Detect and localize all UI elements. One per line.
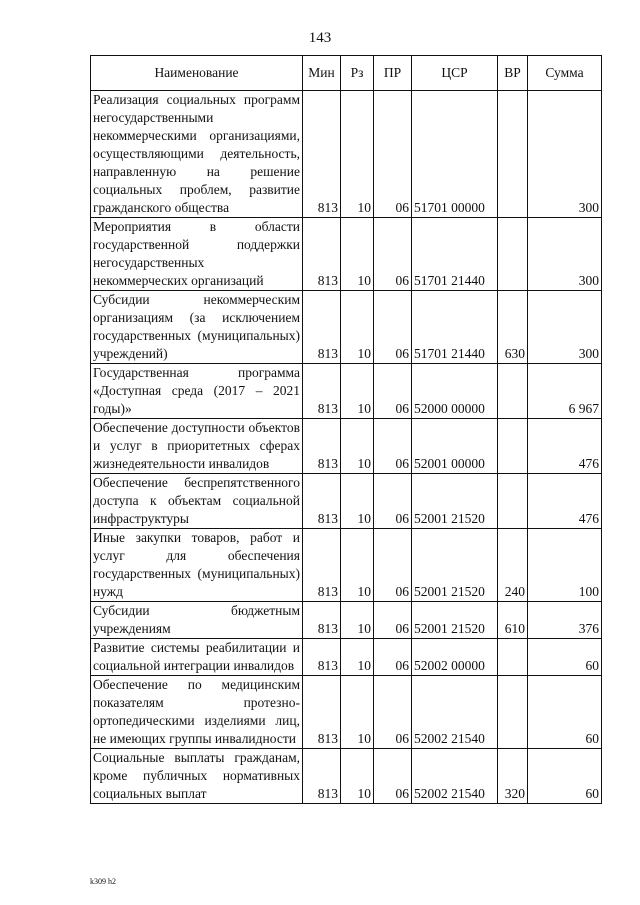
row-rz: 10 <box>341 639 374 676</box>
footer-code: k309 h2 <box>90 877 116 886</box>
row-pr: 06 <box>374 218 412 291</box>
row-vr <box>498 218 528 291</box>
row-name: Иные закупки товаров, работ и услуг для обеспечения государственных (муниципальных) нужд <box>91 529 303 602</box>
row-name: Мероприятия в области государственной поддержки негосударственных некоммерческих организаций <box>91 218 303 291</box>
row-csr: 51701 21440 <box>412 218 498 291</box>
row-rz: 10 <box>341 291 374 364</box>
row-rz: 10 <box>341 364 374 419</box>
row-csr: 52001 21520 <box>412 602 498 639</box>
row-pr: 06 <box>374 474 412 529</box>
table-row <box>91 218 602 291</box>
row-rz: 10 <box>341 676 374 749</box>
row-min: 813 <box>303 364 341 419</box>
table-row <box>91 602 602 639</box>
row-name: Субсидии бюджетным учреждениям <box>91 602 303 639</box>
row-min: 813 <box>303 529 341 602</box>
row-rz: 10 <box>341 91 374 218</box>
row-csr: 52002 21540 <box>412 749 498 804</box>
row-sum: 476 <box>528 419 602 474</box>
header-csr: ЦСР <box>412 56 498 91</box>
row-vr <box>498 676 528 749</box>
page-number: 143 <box>308 30 332 46</box>
row-rz: 10 <box>341 749 374 804</box>
row-sum: 6 967 <box>528 364 602 419</box>
row-name: Обеспечение доступности объектов и услуг в приоритетных сферах жизнедеятельности инвалидов <box>91 419 303 474</box>
row-pr: 06 <box>374 529 412 602</box>
row-name: Развитие системы реабилитации и социальной интеграции инвалидов <box>91 639 303 676</box>
row-name: Государственная программа «Доступная среда (2017 – 2021 годы)» <box>91 364 303 419</box>
row-name: Реализация социальных программ негосударственными некоммерческими организациями, осуществляющими деятельность, направленную на решение социальных проблем, развитие гражданского общества <box>91 91 303 218</box>
row-vr <box>498 364 528 419</box>
row-rz: 10 <box>341 529 374 602</box>
row-vr: 630 <box>498 291 528 364</box>
row-vr <box>498 639 528 676</box>
table-row <box>91 291 602 364</box>
row-csr: 52001 21520 <box>412 474 498 529</box>
row-sum: 300 <box>528 291 602 364</box>
row-min: 813 <box>303 602 341 639</box>
row-sum: 476 <box>528 474 602 529</box>
row-rz: 10 <box>341 419 374 474</box>
row-sum: 100 <box>528 529 602 602</box>
row-csr: 52002 21540 <box>412 676 498 749</box>
row-sum: 60 <box>528 639 602 676</box>
row-name: Обеспечение беспрепятственного доступа к объектам социальной инфраструктуры <box>91 474 303 529</box>
table-row <box>91 639 602 676</box>
row-sum: 376 <box>528 602 602 639</box>
header-min: Мин <box>303 56 341 91</box>
table-row <box>91 474 602 529</box>
row-name: Обеспечение по медицинским показателям протезно-ортопедическими изделиями лиц, не имеющих группы инвалидности <box>91 676 303 749</box>
table-row <box>91 419 602 474</box>
table-row <box>91 364 602 419</box>
header-rz: Рз <box>341 56 374 91</box>
row-rz: 10 <box>341 602 374 639</box>
table-row <box>91 749 602 804</box>
row-min: 813 <box>303 639 341 676</box>
row-min: 813 <box>303 218 341 291</box>
row-name: Социальные выплаты гражданам, кроме публичных нормативных социальных выплат <box>91 749 303 804</box>
row-rz: 10 <box>341 474 374 529</box>
row-sum: 60 <box>528 676 602 749</box>
row-vr <box>498 419 528 474</box>
row-vr: 610 <box>498 602 528 639</box>
table-row <box>91 529 602 602</box>
row-vr: 240 <box>498 529 528 602</box>
row-pr: 06 <box>374 419 412 474</box>
header-vr: ВР <box>498 56 528 91</box>
row-vr <box>498 91 528 218</box>
row-min: 813 <box>303 474 341 529</box>
row-pr: 06 <box>374 749 412 804</box>
row-pr: 06 <box>374 291 412 364</box>
row-min: 813 <box>303 419 341 474</box>
row-csr: 52001 00000 <box>412 419 498 474</box>
row-csr: 52002 00000 <box>412 639 498 676</box>
row-min: 813 <box>303 91 341 218</box>
table-header-row <box>91 56 602 91</box>
row-vr <box>498 474 528 529</box>
row-pr: 06 <box>374 364 412 419</box>
row-sum: 60 <box>528 749 602 804</box>
row-pr: 06 <box>374 676 412 749</box>
row-sum: 300 <box>528 218 602 291</box>
header-pr: ПР <box>374 56 412 91</box>
row-vr: 320 <box>498 749 528 804</box>
row-csr: 51701 21440 <box>412 291 498 364</box>
table-row <box>91 91 602 218</box>
row-min: 813 <box>303 749 341 804</box>
table-row <box>91 676 602 749</box>
row-min: 813 <box>303 291 341 364</box>
row-csr: 52001 21520 <box>412 529 498 602</box>
row-csr: 51701 00000 <box>412 91 498 218</box>
header-name: Наименование <box>91 56 303 91</box>
row-name: Субсидии некоммерческим организациям (за исключением государственных (муниципальных) учреждений) <box>91 291 303 364</box>
row-sum: 300 <box>528 91 602 218</box>
row-pr: 06 <box>374 602 412 639</box>
row-pr: 06 <box>374 91 412 218</box>
header-sum: Сумма <box>528 56 602 91</box>
row-min: 813 <box>303 676 341 749</box>
row-rz: 10 <box>341 218 374 291</box>
budget-table <box>90 55 602 804</box>
row-csr: 52000 00000 <box>412 364 498 419</box>
row-pr: 06 <box>374 639 412 676</box>
